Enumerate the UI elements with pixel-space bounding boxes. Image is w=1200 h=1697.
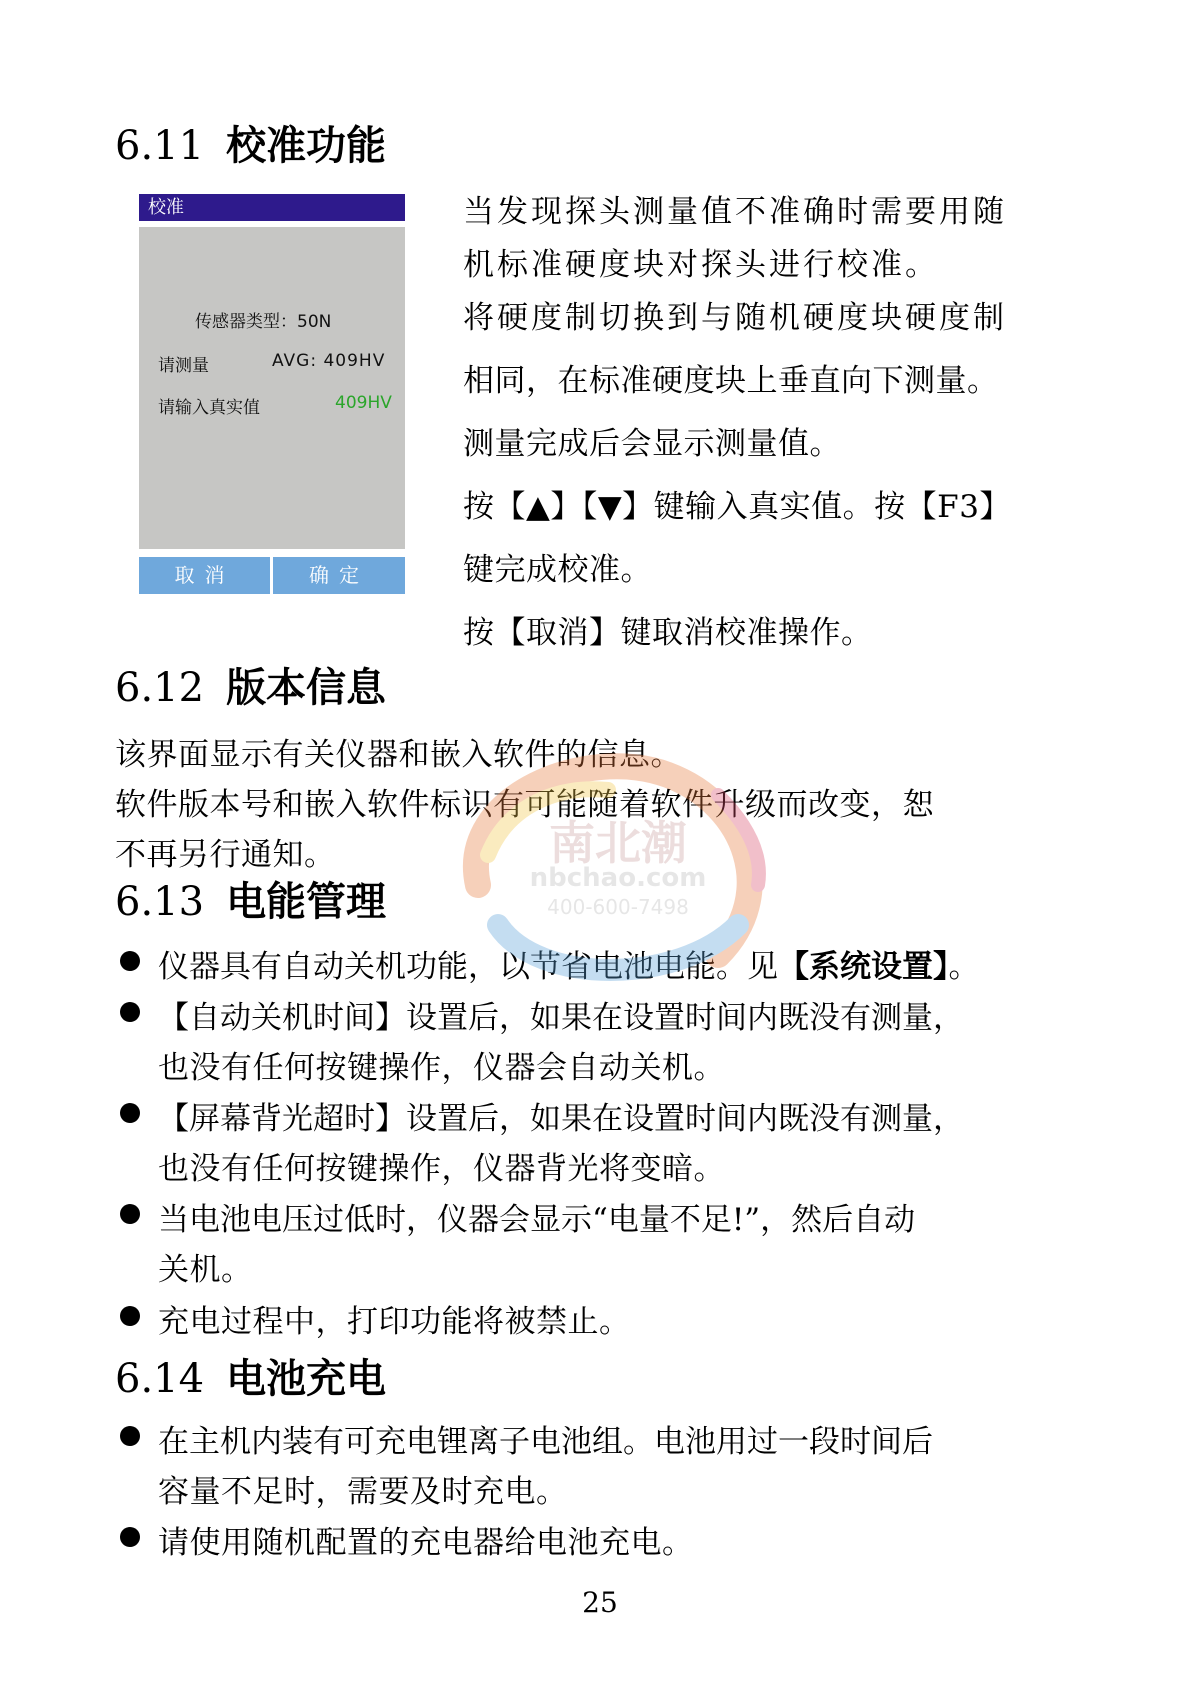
bullet-dot bbox=[120, 1103, 140, 1123]
section-title: 版本信息 bbox=[226, 665, 387, 711]
section-heading-6-13 bbox=[115, 876, 386, 928]
bullet-dot bbox=[120, 1002, 140, 1022]
calibration-text-line: 将硬度制切换到与随机硬度块硬度制 bbox=[463, 300, 1007, 336]
bullet-dot bbox=[120, 1426, 140, 1446]
power-bullet-text: 【自动关机时间】设置后，如果在设置时间内既没有测量， bbox=[158, 1000, 964, 1036]
section-title: 电能管理 bbox=[226, 879, 387, 925]
input-true-value: 409HV bbox=[335, 393, 392, 413]
screen-softkeys bbox=[139, 557, 405, 594]
bullet-dot bbox=[120, 951, 140, 971]
page-number: 25 bbox=[582, 1586, 618, 1619]
screen-title-bar: 校准 bbox=[139, 194, 405, 224]
version-text-line: 不再另行通知。 bbox=[115, 837, 336, 873]
sensor-type-line: 传感器类型：50N bbox=[195, 312, 332, 332]
section-number: 6.14 bbox=[115, 1356, 205, 1402]
calibration-text-line: 机标准硬度块对探头进行校准。 bbox=[463, 247, 939, 283]
section-number: 6.13 bbox=[115, 879, 205, 925]
calibration-text-line: 按【▲】【▼】键输入真实值。按【F3】 bbox=[463, 489, 1011, 525]
bullet-dot bbox=[120, 1204, 140, 1224]
bullet-text-end: 。 bbox=[948, 949, 980, 985]
section-heading-6-14 bbox=[115, 1353, 386, 1405]
battery-bullet-text: 容量不足时，需要及时充电。 bbox=[158, 1474, 568, 1510]
power-bullet-text: 也没有任何按键操作，仪器会自动关机。 bbox=[158, 1050, 725, 1086]
bullet-text: 仪器具有自动关机功能，以节省电池电能。见 bbox=[158, 949, 778, 985]
calibration-text-line: 按【取消】键取消校准操作。 bbox=[463, 615, 873, 651]
screen-body bbox=[139, 227, 405, 549]
calibration-text-line: 当发现探头测量值不准确时需要用随 bbox=[463, 194, 1007, 230]
system-settings-ref: 【系统设置】 bbox=[778, 949, 949, 985]
bullet-dot bbox=[120, 1527, 140, 1547]
watermark-phone: 400-600-7498 bbox=[547, 895, 689, 919]
measure-label: 请测量 bbox=[158, 356, 209, 376]
battery-bullet-text: 请使用随机配置的充电器给电池充电。 bbox=[158, 1525, 694, 1561]
bullet-dot bbox=[120, 1306, 140, 1326]
watermark-name: 南北潮 bbox=[549, 816, 687, 870]
calibration-text-line: 键完成校准。 bbox=[463, 552, 652, 588]
calibration-screen-mockup bbox=[139, 194, 405, 594]
section-heading-6-11 bbox=[115, 120, 386, 172]
input-true-value-label: 请输入真实值 bbox=[158, 398, 260, 418]
confirm-button[interactable]: 确定 bbox=[273, 557, 405, 594]
battery-bullet-text: 在主机内装有可充电锂离子电池组。电池用过一段时间后 bbox=[158, 1424, 933, 1460]
calibration-text-line: 测量完成后会显示测量值。 bbox=[463, 426, 841, 462]
cancel-button[interactable]: 取消 bbox=[139, 557, 270, 594]
section-number: 6.12 bbox=[115, 665, 205, 711]
power-bullet-text bbox=[158, 941, 980, 986]
power-bullet-text: 充电过程中，打印功能将被禁止。 bbox=[158, 1304, 631, 1340]
power-bullet-text: 当电池电压过低时，仪器会显示“电量不足!”，然后自动 bbox=[158, 1202, 916, 1238]
measure-value: AVG: 409HV bbox=[272, 351, 386, 371]
watermark-site: nbchao.com bbox=[529, 863, 707, 893]
section-heading-6-12 bbox=[115, 662, 386, 714]
version-text-line: 软件版本号和嵌入软件标识有可能随着软件升级而改变，恕 bbox=[115, 787, 934, 823]
version-text-line: 该界面显示有关仪器和嵌入软件的信息。 bbox=[115, 737, 682, 773]
power-bullet-text: 关机。 bbox=[158, 1252, 253, 1288]
power-bullet-text: 也没有任何按键操作，仪器背光将变暗。 bbox=[158, 1151, 725, 1187]
calibration-text-line: 相同，在标准硬度块上垂直向下测量。 bbox=[463, 363, 999, 399]
section-title: 校准功能 bbox=[226, 123, 387, 169]
section-number: 6.11 bbox=[115, 123, 205, 169]
section-title: 电池充电 bbox=[226, 1356, 387, 1402]
power-bullet-text: 【屏幕背光超时】设置后，如果在设置时间内既没有测量， bbox=[158, 1101, 964, 1137]
